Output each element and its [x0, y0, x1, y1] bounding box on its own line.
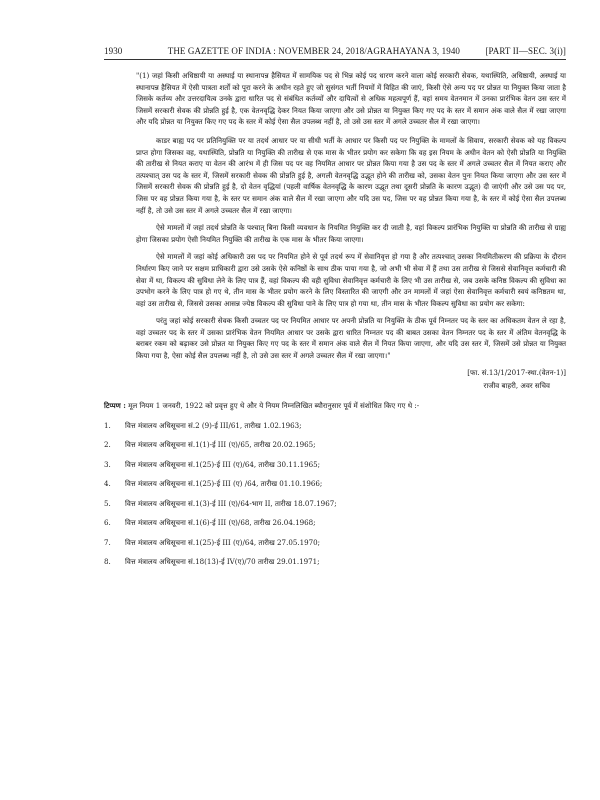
reference-list	[104, 421, 566, 577]
list-item-text: वित्त मंत्रालय अधिसूचना सं.18(13)-ई IV(ए)/70 तारीख 29.01.1971;	[125, 557, 320, 567]
list-item-text: वित्त मंत्रालय अधिसूचना सं.2 (9)-ई III/61, तारीख 1.02.1963;	[125, 420, 302, 430]
list-item-number: 3.	[104, 459, 111, 469]
part-section: [PART II—SEC. 3(i)]	[485, 46, 566, 56]
list-item-number: 2.	[104, 440, 111, 450]
list-item-number: 4.	[104, 479, 111, 489]
list-item	[104, 538, 566, 558]
page-header	[104, 46, 566, 56]
document-body	[104, 70, 566, 577]
paragraph-retired: ऐसे मामलों में जहां कोई अधिकारी उस पद पर नियमित होने से पूर्व तदर्थ रूप में सेवानिवृत्त हो गया है और तत्पश्चात् उसका नियमितीकरण की प्रक्रिया के दौरान निर्धारण किए जाने पर सक्षम प्राधिकारी द्वारा उसे उसके ऐसे कनिष्ठों के साथ ठीक पाया गया है, जो अभी भी सेवा में हैं तथा उस तारीख से जिससे सेवानिवृत्त कर्मचारी की सेवा में था, विकल्प की सुविधा लेने के लिए पात्र हैं, वहां विकल्प की वही सुविधा सेवानिवृत्त कर्मचारी के लिए भी उस तारीख से, जब उसके कनिष्ठ विकल्प की सुविधा का उपभोग करने के लिए पात्र हो गए थे, तीन मास के भीतर प्रयोग करने के लिए विस्तारित की जाएगी और उन मामलों में जहां ऐसा सेवानिवृत्त कर्मचारी स्वयं कनिष्ठतम था, वहां उस तारीख से, जिससे उसका आसन्न ज्येष्ठ विकल्प की सुविधा पाने के लिए पात्र हो गया था, तीन मास के भीतर विकल्प सुविधा का प्रयोग कर सकेगा:	[136, 252, 566, 308]
list-item-text: वित्त मंत्रालय अधिसूचना सं.1(25)-ई III (ए) /64, तारीख 01.10.1966;	[125, 479, 323, 489]
gazette-title: THE GAZETTE OF INDIA : NOVEMBER 24, 2018/AGRAHAYANA 3, 1940	[167, 46, 461, 56]
list-item-number: 8.	[104, 557, 111, 567]
file-number: [फा. सं.13/1/2017-स्था.(वेतन-1)]	[467, 367, 566, 377]
paragraph-proviso: परंतु जहां कोई सरकारी सेवक किसी उच्चतर पद पर नियमित आधार पर अपनी प्रोन्नति या नियुक्ति के ठीक पूर्व निम्नतर पद के स्तर का अधिकतम वेतन ले रहा है, वहां उच्चतर पद के स्तर में उसका प्रारंभिक वेतन नियमित आधार पर उसके द्वारा धारित निम्नतर पद की बाबत उसका वेतन निम्नतर पद के स्तर में अंतिम वेतनवृद्धि के बराबर रकम को बढ़ाकर उसे प्रोन्नत या नियुक्त किए गए पद के स्तर में समान अंक वाले सैल में नियत किया जाएगा, और यदि उस स्तर में, जिसमें उसे प्रोन्नत या नियुक्त किया गया है, ऐसा कोई सैल उपलब्ध नहीं है, तो उसे उस स्तर में अगले उच्चतर सैल में रखा जाएगा।"	[136, 316, 566, 361]
list-item-text: वित्त मंत्रालय अधिसूचना सं.1(1)-ई III (ए)/65, तारीख 20.02.1965;	[125, 440, 316, 450]
list-item	[104, 499, 566, 519]
paragraph-adhoc: ऐसे मामलों में जहां तदर्थ प्रोन्नति के पश्चात् बिना किसी व्यवधान के नियमित नियुक्ति कर दी जाती है, वहां विकल्प प्रारंभिक नियुक्ति या प्रोन्नति की तारीख से ग्राह्य होगा जिसका प्रयोग ऐसी नियमित नियुक्ति की तारीख के एक मास के भीतर किया जाएगा।	[136, 223, 566, 244]
note-text: मूल नियम 1 जनवरी, 1922 को प्रवृत्त हुए थे और ये नियम निम्नलिखित ब्यौरानुसार पूर्व में संशोधित किए गए थे :-	[125, 400, 420, 410]
list-item-text: वित्त मंत्रालय अधिसूचना सं.1(6)-ई III (ए)/68, तारीख 26.04.1968;	[125, 518, 316, 528]
list-item	[104, 479, 566, 499]
signatory: राजीव बाहरी, अवर सचिव	[483, 380, 550, 390]
list-item-text: वित्त मंत्रालय अधिसूचना सं.1(25)-ई III (ए)/64, तारीख 27.05.1970;	[125, 537, 321, 547]
list-item	[104, 557, 566, 577]
list-item-text: वित्त मंत्रालय अधिसूचना सं.1(25)-ई III (ए)/64, तारीख 30.11.1965;	[125, 459, 321, 469]
paragraph-rule-1: "(1) जहां किसी अधिष्ठायी या अस्थाई या स्थानापन्न हैसियत में सामयिक पद से भिन्न कोई पद धारण करने वाला कोई सरकारी सेवक, यथास्थिति, अधिष्ठायी, अस्थाई या स्थानापन्न हैसियत में ऐसी पात्रता शर्तों को पूरा करने के अधीन रहते हुए जो सुसंगत भर्ती नियमों में विहित की जाएं, किसी ऐसे अन्य पद पर प्रोन्नत या नियुक्त किया जाता है जिसके कर्तव्य और उत्तरदायित्व उनके द्वारा धारित पद से संबंधित कर्तव्यों और दायित्वों से अधिक महत्वपूर्ण हैं, वहां समय वेतनमान में उनका प्रारंभिक वेतन उस स्तर में जिसमें सरकारी सेवक की प्रोन्नति हुई है, एक वेतनवृद्धि देकर नियत किया जाएगा और उसे प्रोन्नत या नियुक्त किए गए पद के स्तर में समान अंक वाले सैल में रखा जाएगा और यदि प्रोन्नत या नियुक्त किए गए पद के स्तर में कोई ऐसा सैल उपलब्ध नहीं है, तो उसे उस स्तर में अगले उच्चतर सैल में रखा जाएगा।	[136, 71, 566, 127]
list-item-number: 5.	[104, 498, 111, 508]
list-item	[104, 460, 566, 480]
note-label: टिप्पण :	[104, 400, 126, 410]
list-item-number: 6.	[104, 518, 111, 528]
list-item-text: वित्त मंत्रालय अधिसूचना सं.1(3)-ई III (ए)/64-भाग II, तारीख 18.07.1967;	[125, 498, 337, 508]
list-item-number: 1.	[104, 420, 111, 430]
page-number: 1930	[104, 46, 123, 56]
header-rule	[104, 59, 566, 60]
list-item	[104, 440, 566, 460]
note	[104, 400, 566, 411]
paragraph-option: काडर बाह्य पद पर प्रतिनियुक्ति पर या तदर्थ आधार पर या सीधी भर्ती के आधार पर किसी पद पर नियुक्ति के मामलों के सिवाय, सरकारी सेवक को यह विकल्प प्राप्त होगा जिसका वह, यथास्थिति, प्रोन्नति या नियुक्ति की तारीख से एक मास के भीतर प्रयोग कर सकेगा कि वह इस नियम के अधीन वेतन को ऐसी प्रोन्नति या नियुक्ति की तारीख से नियत कराए या वेतन की आरंभ में ही जिस पद पर वह नियमित आधार पर प्रोन्नत किया गया है उस पद के स्तर में अगले उच्चतर सैल में नियत कराए और तत्पश्चात् उस पद के स्तर में, जिसमें सरकारी सेवक की प्रोन्नति हुई है, अगली वेतनवृद्धि उद्भूत होने की तारीख को, उसका वेतन पुनः नियत किया जाएगा और उस स्तर में जिसमें सरकारी सेवक की प्रोन्नति हुई है, दो वेतन वृद्धियां (पहली वार्षिक वेतनवृद्धि के कारण उद्भूत तथा दूसरी प्रोन्नति के कारण उद्भूत) दी जाएंगी और उसे उस पद पर, जिस पर वह प्रोन्नत किया गया है, के स्तर पर समान अंक वाले सैल में रखा जाएगा और यदि उस पद, जिस पर वह प्रोन्नत किया गया है, के स्तर में कोई ऐसा सैल उपलब्ध नहीं है, तो उसे उस स्तर में अगले उच्चतर सैल में रखा जाएगा।	[136, 135, 566, 215]
list-item-number: 7.	[104, 537, 111, 547]
list-item	[104, 421, 566, 441]
list-item	[104, 518, 566, 538]
